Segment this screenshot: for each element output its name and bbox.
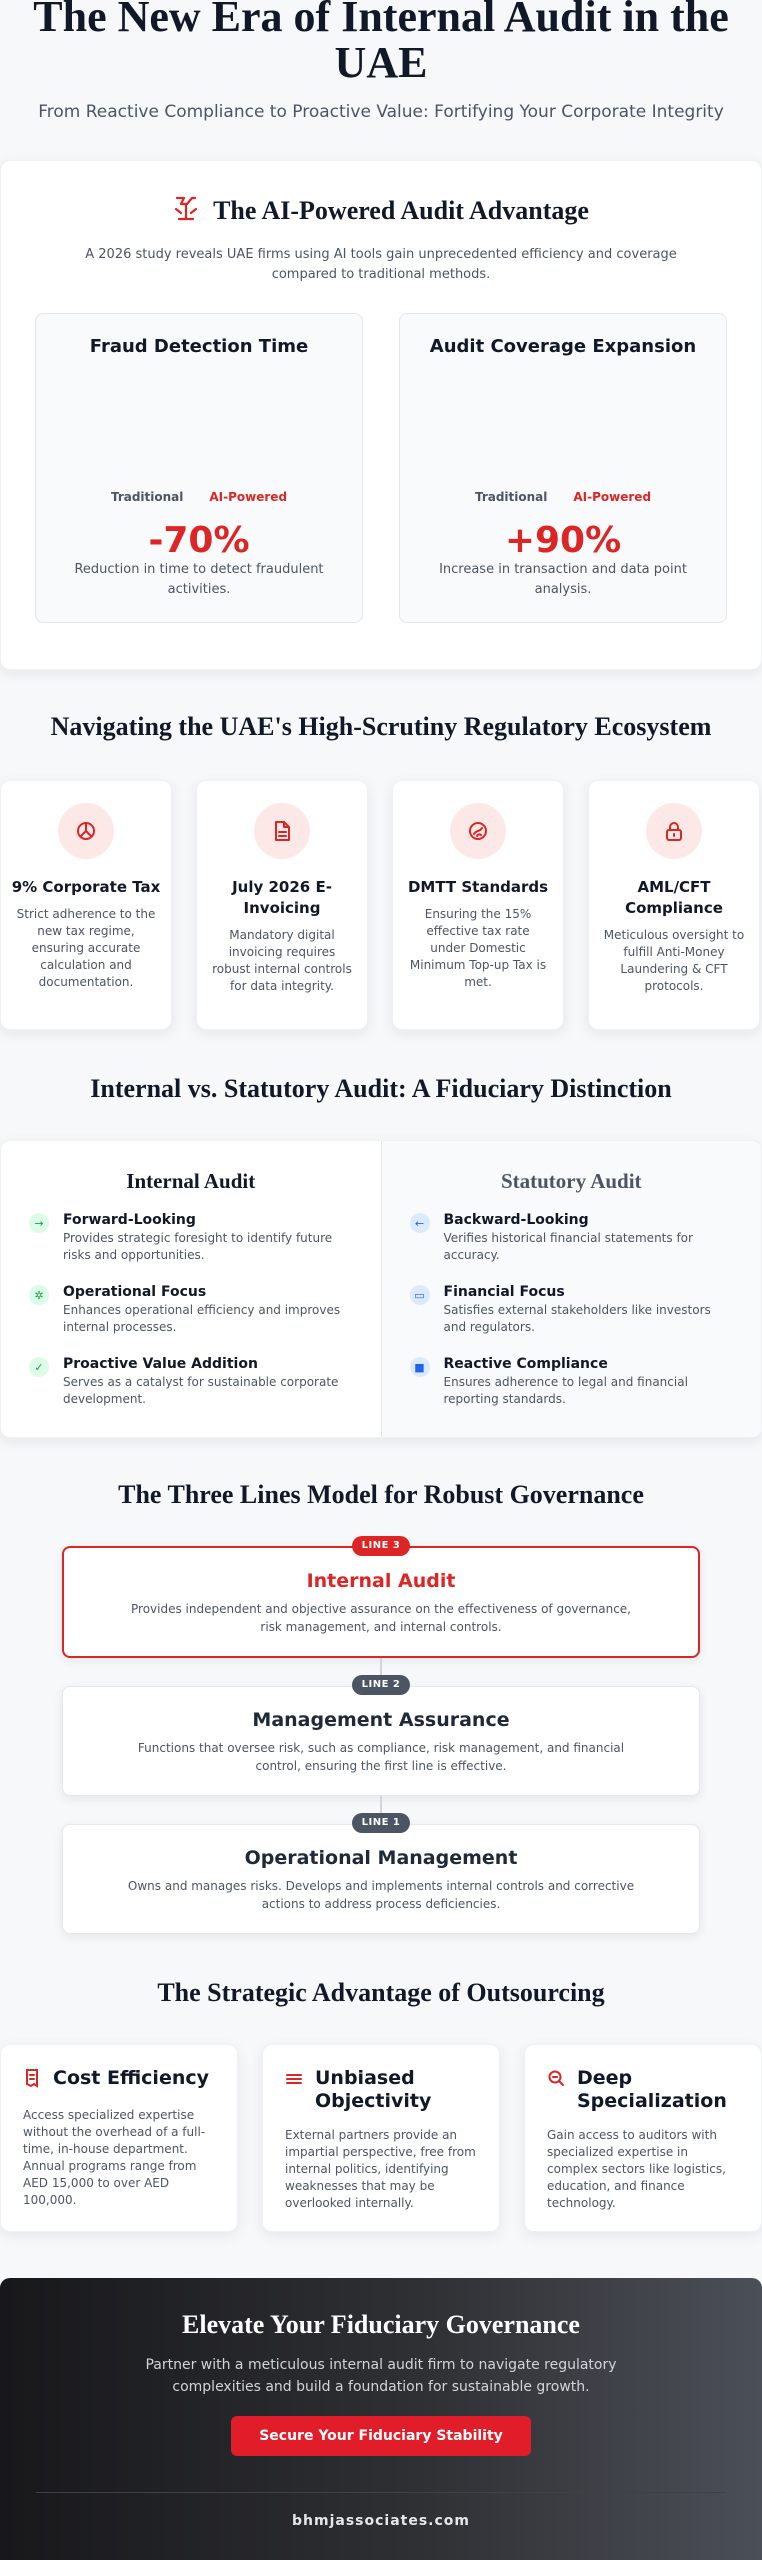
metric-legend: [400, 490, 726, 504]
outsourcing-cards: [0, 2044, 762, 2232]
outsourcing-section-title: The Strategic Advantage of Outsourcing: [157, 1978, 605, 2007]
outsourcing-card-description: Gain access to auditors with specialized expertise in complex sectors like logistics, education, and finance technology.: [547, 2128, 726, 2210]
statutory-audit-column: [381, 1141, 762, 1437]
arrow-left-icon: ←: [410, 1213, 430, 1233]
line-3-badge: LINE 3: [352, 1536, 410, 1556]
outsourcing-card-description: External partners provide an impartial perspective, free from internal politics, identifying weaknesses that may be overlooked internally.: [285, 2128, 476, 2210]
point-title: Backward-Looking: [443, 1212, 589, 1228]
connector-line: [380, 1796, 382, 1814]
line-2-card: [62, 1686, 700, 1796]
legend-traditional: Traditional: [110, 490, 184, 504]
secure-stability-button[interactable]: Secure Your Fiduciary Stability: [231, 2416, 531, 2456]
gear-icon: ✲: [29, 1285, 49, 1305]
point-description: Enhances operational efficiency and improves internal processes.: [63, 1303, 341, 1334]
comparison-point: [410, 1356, 734, 1408]
lock-icon: ■: [410, 1357, 430, 1377]
statutory-audit-heading: Statutory Audit: [500, 1169, 642, 1193]
line-description: Provides independent and objective assurance on the effectiveness of governance, risk management, and internal controls.: [131, 1602, 631, 1634]
metric-card-coverage: [399, 313, 727, 623]
outsourcing-card-title: Unbiased Objectivity: [315, 2067, 432, 2112]
line-1-card: [62, 1824, 700, 1934]
point-description: Verifies historical financial statements for accuracy.: [443, 1231, 693, 1262]
metric-title: Audit Coverage Expansion: [429, 336, 697, 357]
point-description: Serves as a catalyst for sustainable corporate development.: [63, 1375, 339, 1406]
point-title: Forward-Looking: [63, 1212, 196, 1228]
scale-icon: [173, 195, 199, 227]
point-description: Ensures adherence to legal and financial reporting standards.: [443, 1375, 688, 1406]
regulatory-card-title: 9% Corporate Tax: [11, 878, 161, 896]
receipt-icon: [23, 2067, 41, 2093]
comparison-point: [410, 1212, 734, 1264]
legend-ai-powered: AI-Powered: [209, 490, 288, 504]
line-3-card: [62, 1546, 700, 1658]
ai-section-header: [1, 195, 761, 227]
ai-advantage-section: [0, 160, 762, 670]
line-title: Operational Management: [244, 1847, 518, 1869]
regulatory-card-title: DMTT Standards: [407, 878, 549, 896]
regulatory-card-title: July 2026 E-Invoicing: [232, 878, 332, 917]
arrow-right-icon: →: [29, 1213, 49, 1233]
regulatory-card: [588, 780, 760, 1030]
regulatory-cards: [0, 780, 762, 1030]
lock-icon: [646, 803, 702, 859]
metric-value: +90%: [504, 520, 622, 561]
outsourcing-card: [0, 2044, 238, 2232]
money-icon: ▭: [410, 1285, 430, 1305]
metric-description: Increase in transaction and data point analysis.: [439, 562, 687, 597]
cta-description: Partner with a meticulous internal audit firm to navigate regulatory complexities and build a foundation for sustainable growth.: [145, 2357, 617, 2395]
balance-icon: [285, 2067, 303, 2093]
ai-section-description: A 2026 study reveals UAE firms using AI tools gain unprecedented efficiency and coverage compared to traditional methods.: [85, 247, 677, 282]
line-1-badge: LINE 1: [352, 1813, 410, 1833]
cta-title: Elevate Your Fiduciary Governance: [182, 2310, 580, 2339]
line-title: Internal Audit: [306, 1570, 456, 1592]
point-title: Proactive Value Addition: [63, 1356, 258, 1372]
legend-ai-powered: AI-Powered: [573, 490, 652, 504]
outsourcing-card-title: Deep Specialization: [577, 2067, 727, 2112]
outsourcing-card-title: Cost Efficiency: [53, 2067, 210, 2089]
point-title: Reactive Compliance: [443, 1356, 608, 1372]
metric-value: -70%: [148, 520, 250, 561]
check-icon: ✓: [29, 1357, 49, 1377]
document-icon: [254, 803, 310, 859]
regulatory-card-description: Strict adherence to the new tax regime, ensuring accurate calculation and documentation.: [16, 907, 156, 989]
metric-title: Fraud Detection Time: [89, 336, 309, 357]
lines-model-section-title: The Three Lines Model for Robust Governance: [118, 1480, 644, 1509]
point-description: Satisfies external stakeholders like investors and regulators.: [443, 1303, 711, 1334]
hero: [0, 0, 762, 122]
line-description: Functions that oversee risk, such as compliance, risk management, and financial control, ensuring the first line is effective.: [137, 1741, 625, 1773]
metric-legend: [36, 490, 362, 504]
internal-audit-heading: Internal Audit: [126, 1169, 256, 1193]
point-title: Financial Focus: [443, 1284, 565, 1300]
regulatory-card-title: AML/CFT Compliance: [625, 878, 723, 917]
line-title: Management Assurance: [252, 1709, 510, 1731]
page-title: The New Era of Internal Audit in the UAE: [33, 0, 729, 87]
cta-section: [0, 2278, 762, 2560]
divider: [36, 2492, 726, 2493]
tax-icon: [58, 803, 114, 859]
legend-traditional: Traditional: [474, 490, 548, 504]
globe-icon: [450, 803, 506, 859]
metric-cards: [1, 313, 761, 623]
comparison-table: [0, 1140, 762, 1438]
regulatory-card: [392, 780, 564, 1030]
ai-section-title: The AI-Powered Audit Advantage: [213, 196, 589, 225]
regulatory-card: [196, 780, 368, 1030]
metric-description: Reduction in time to detect fraudulent activities.: [74, 562, 324, 597]
comparison-point: [29, 1284, 353, 1336]
outsourcing-card-description: Access specialized expertise without the overhead of a full-time, in-house department. Annual programs range from AED 15,000 to over AED 100,000.: [23, 2108, 206, 2207]
internal-audit-column: [1, 1141, 381, 1437]
point-description: Provides strategic foresight to identify future risks and opportunities.: [63, 1231, 333, 1262]
line-description: Owns and manages risks. Develops and implements internal controls and corrective actions to address process deficiencies.: [127, 1879, 635, 1911]
regulatory-card: [0, 780, 172, 1030]
line-2-badge: LINE 2: [352, 1675, 410, 1695]
connector-line: [380, 1658, 382, 1676]
comparison-point: [410, 1284, 734, 1336]
search-icon: [547, 2067, 565, 2093]
outsourcing-card: [262, 2044, 500, 2232]
comparison-section-title: Internal vs. Statutory Audit: A Fiduciary Distinction: [90, 1074, 672, 1103]
website-link[interactable]: bhmjassociates.com: [292, 2513, 470, 2529]
comparison-point: [29, 1356, 353, 1408]
regulatory-card-description: Ensuring the 15% effective tax rate under Domestic Minimum Top-up Tax is met.: [409, 907, 547, 989]
regulatory-section-title: Navigating the UAE's High-Scrutiny Regulatory Ecosystem: [50, 712, 712, 741]
metric-card-fraud-detection: [35, 313, 363, 623]
outsourcing-card: [524, 2044, 762, 2232]
point-title: Operational Focus: [63, 1284, 207, 1300]
regulatory-card-description: Meticulous oversight to fulfill Anti-Money Laundering & CFT protocols.: [603, 928, 745, 993]
page-subtitle: From Reactive Compliance to Proactive Value: Fortifying Your Corporate Integrity: [38, 102, 724, 122]
regulatory-card-description: Mandatory digital invoicing requires robust internal controls for data integrity.: [212, 928, 352, 993]
comparison-point: [29, 1212, 353, 1264]
